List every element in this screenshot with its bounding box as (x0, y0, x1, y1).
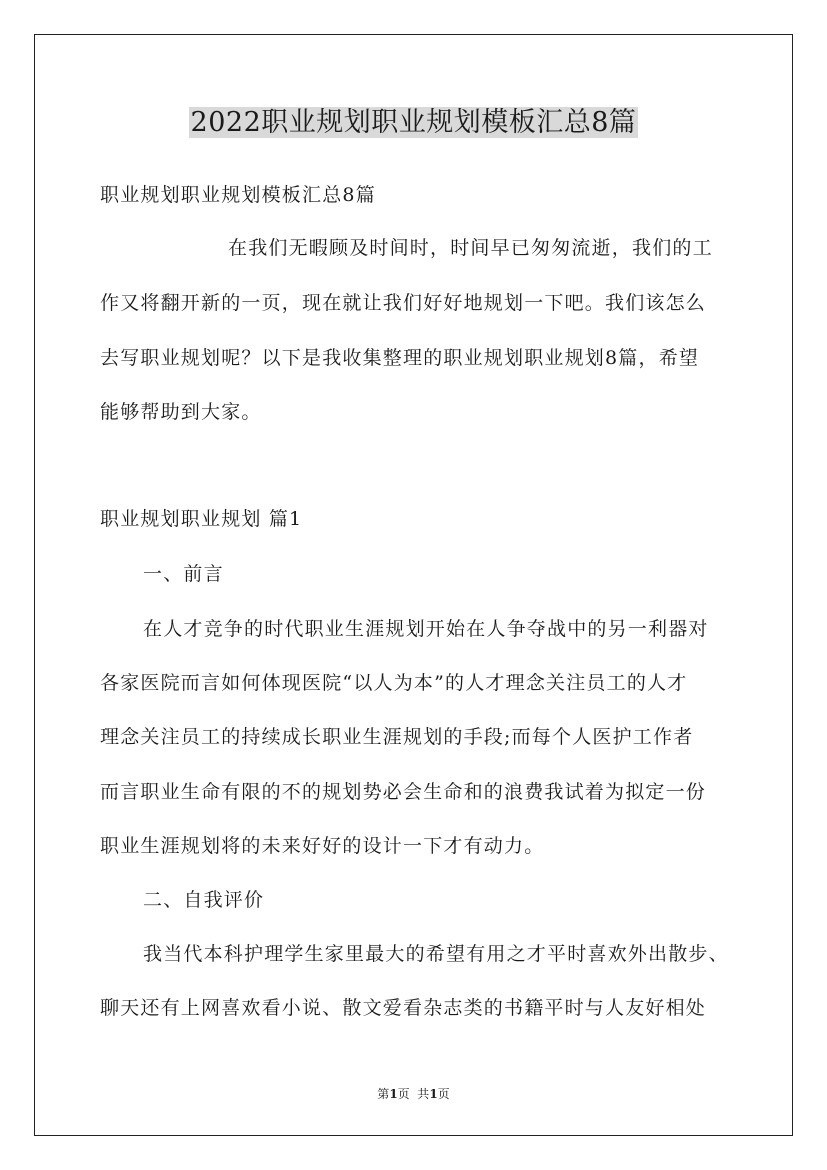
document-title: 2022职业规划职业规划模板汇总8篇 (190, 107, 637, 138)
intro-line-4: 能够帮助到大家。 (100, 401, 262, 423)
document-subtitle: 职业规划职业规划模板汇总8篇 (100, 184, 376, 206)
part1-heading: 一、前言 (143, 563, 224, 585)
footer-total-pages: 1 (429, 1087, 438, 1101)
part2-heading: 二、自我评价 (143, 889, 265, 911)
part2-line-1: 我当代本科护理学生家里最大的希望有用之才平时喜欢外出散步、 (143, 943, 729, 965)
document-title-wrap (0, 103, 827, 143)
footer-mid: 页 共 (397, 1087, 430, 1101)
footer-suffix: 页 (437, 1087, 450, 1101)
part2-line-2: 聊天还有上网喜欢看小说、散文爱看杂志类的书籍平时与人友好相处 (100, 997, 707, 1019)
footer-page-number: 1 (389, 1087, 398, 1101)
part1-line-2: 各家医院而言如何体现医院“以人为本”的人才理念关注员工的人才 (100, 672, 688, 694)
section-heading: 职业规划职业规划 篇1 (100, 508, 303, 530)
part1-line-4: 而言职业生命有限的不的规划势必会生命和的浪费我试着为拟定一份 (100, 781, 707, 803)
part1-line-5: 职业生涯规划将的未来好好的设计一下才有动力。 (100, 835, 545, 857)
part1-line-1: 在人才竞争的时代职业生涯规划开始在人争夺战中的另一利器对 (143, 618, 709, 640)
footer-prefix: 第 (377, 1087, 390, 1101)
page-footer (0, 1085, 827, 1102)
part1-line-3: 理念关注员工的持续成长职业生涯规划的手段;而每个人医护工作者 (100, 726, 694, 748)
intro-line-1: 在我们无暇顾及时间时，时间早已匆匆流逝，我们的工 (228, 237, 713, 259)
intro-line-3: 去写职业规划呢？以下是我收集整理的职业规划职业规划8篇，希望 (100, 347, 700, 369)
intro-line-2: 作又将翻开新的一页，现在就让我们好好地规划一下吧。我们该怎么 (100, 292, 707, 314)
